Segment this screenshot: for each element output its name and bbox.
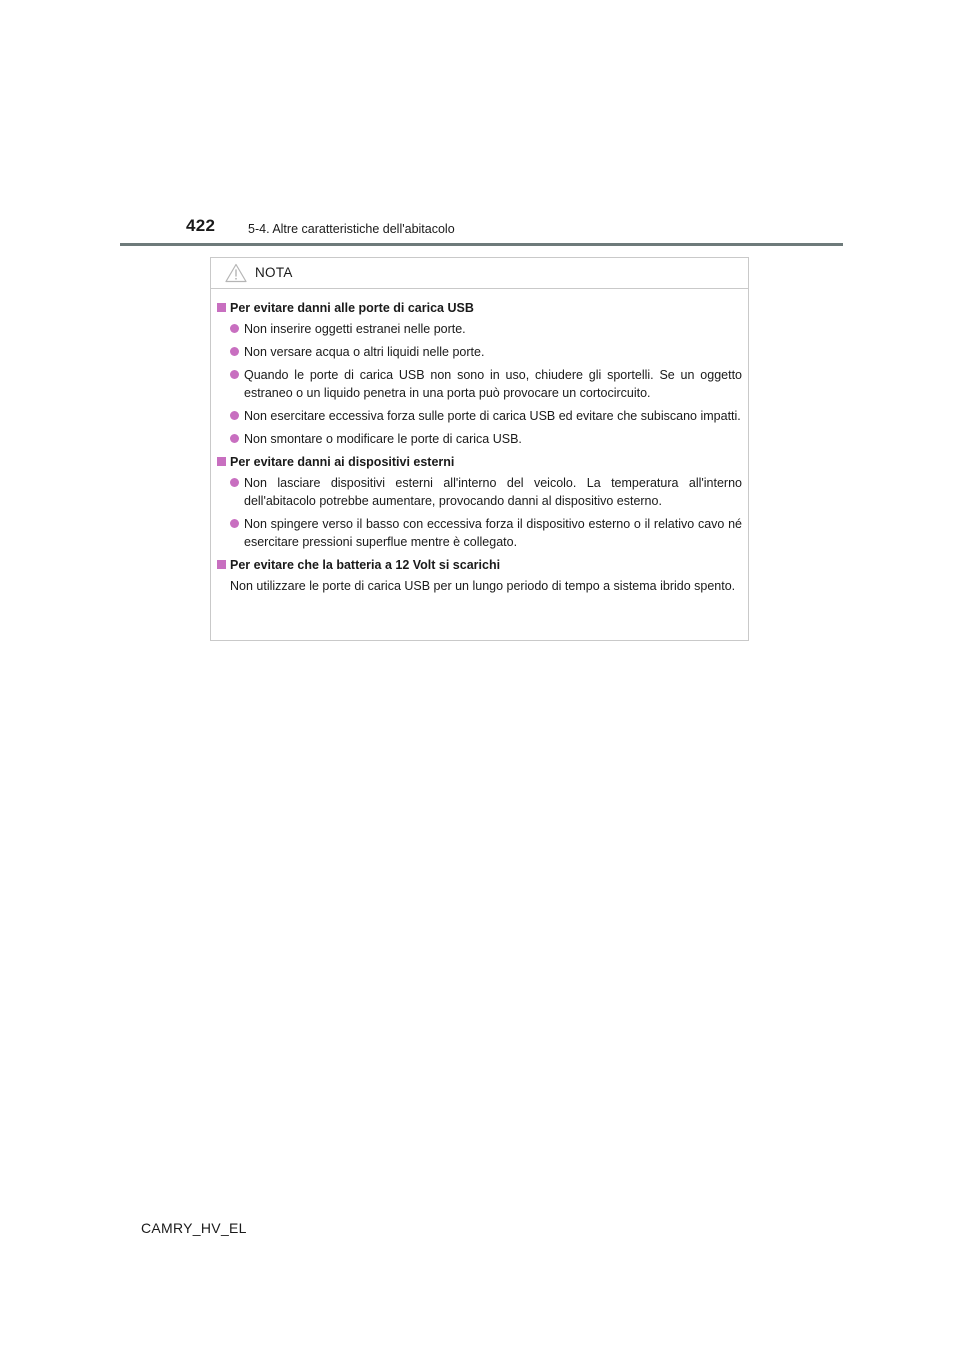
section-paragraph: Non utilizzare le porte di carica USB per un lungo periodo di tempo a sistema ibrido spento. <box>230 579 736 593</box>
circle-bullet-icon <box>230 411 239 420</box>
list-item-text: Quando le porte di carica USB non sono in uso, chiudere gli sportelli. Se un oggetto estraneo o un liquido penetra in una porta può provocare un cortocircuito. <box>244 368 742 400</box>
circle-bullet-icon <box>230 478 239 487</box>
notice-title: NOTA <box>255 265 293 280</box>
notice-body <box>211 289 748 595</box>
circle-bullet-icon <box>230 324 239 333</box>
page-number: 422 <box>186 216 216 235</box>
notice-header <box>211 258 748 289</box>
section-heading <box>217 299 742 317</box>
list-item-text: Non lasciare dispositivi esterni all'interno del veicolo. La temperatura all'interno dell'abitacolo potrebbe aumentare, provocando danni al dispositivo esterno. <box>244 476 742 508</box>
section-heading-text: Per evitare che la batteria a 12 Volt si scarichi <box>230 558 501 572</box>
circle-bullet-icon <box>230 370 239 379</box>
warning-triangle-icon <box>225 263 247 283</box>
circle-bullet-icon <box>230 519 239 528</box>
section-heading <box>217 556 742 574</box>
list-item <box>217 320 742 338</box>
list-item <box>217 430 742 448</box>
list-item-text: Non smontare o modificare le porte di carica USB. <box>244 432 522 446</box>
header-rule <box>120 243 843 246</box>
notice-box <box>210 257 749 641</box>
footer-doc-code: CAMRY_HV_EL <box>141 1220 247 1236</box>
list-item-text: Non spingere verso il basso con eccessiva forza il dispositivo esterno o il relativo cavo né esercitare pressioni superflue mentre è collegato. <box>244 517 742 549</box>
square-bullet-icon <box>217 560 226 569</box>
list-item <box>217 366 742 402</box>
section-title: 5-4. Altre caratteristiche dell'abitacolo <box>248 222 455 236</box>
circle-bullet-icon <box>230 434 239 443</box>
list-item-text: Non esercitare eccessiva forza sulle porte di carica USB ed evitare che subiscano impatti. <box>244 409 741 423</box>
square-bullet-icon <box>217 457 226 466</box>
section-heading-text: Per evitare danni ai dispositivi esterni <box>230 455 455 469</box>
circle-bullet-icon <box>230 347 239 356</box>
list-item-text: Non versare acqua o altri liquidi nelle porte. <box>244 345 485 359</box>
section-heading-text: Per evitare danni alle porte di carica USB <box>230 301 474 315</box>
list-item <box>217 343 742 361</box>
square-bullet-icon <box>217 303 226 312</box>
list-item <box>217 515 742 551</box>
list-item <box>217 474 742 510</box>
section-heading <box>217 453 742 471</box>
list-item <box>217 407 742 425</box>
list-item-text: Non inserire oggetti estranei nelle porte. <box>244 322 466 336</box>
